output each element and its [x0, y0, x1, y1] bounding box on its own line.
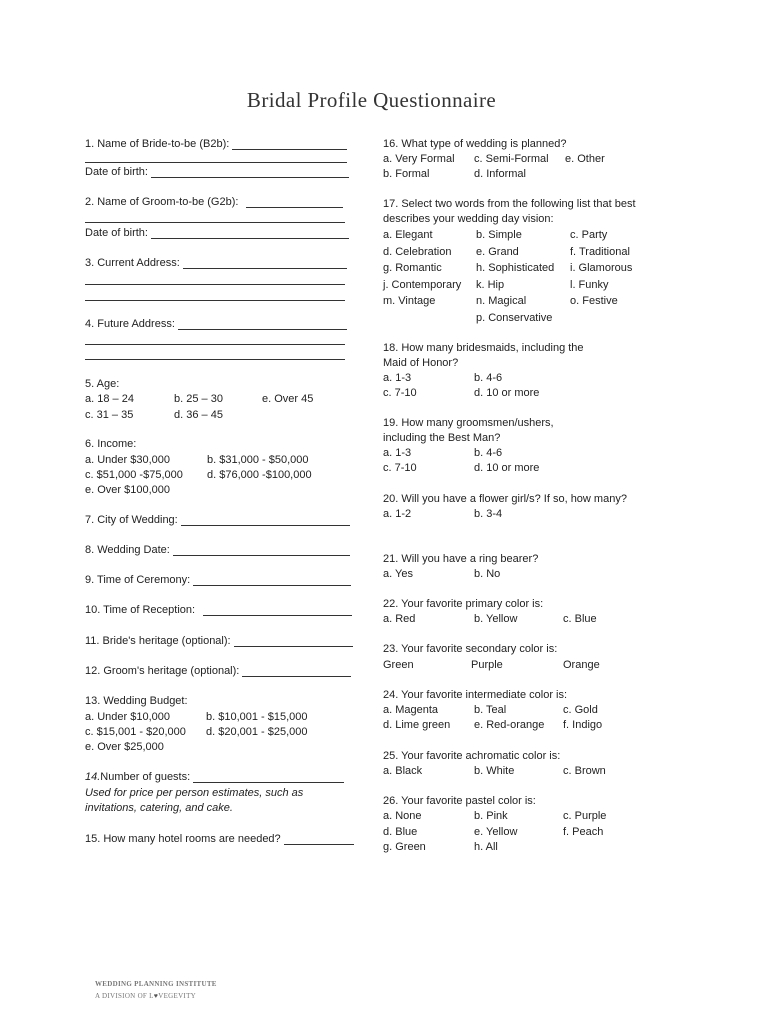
q20-option-a[interactable]: a. 1-2	[383, 508, 412, 520]
q13-option-c[interactable]: c. $15,001 - $20,000	[85, 726, 186, 738]
q24-option-d[interactable]: d. Lime green	[383, 719, 451, 731]
q13-option-e[interactable]: e. Over $25,000	[85, 741, 164, 753]
page-title: Bridal Profile Questionnaire	[246, 88, 497, 112]
q13-option-b[interactable]: b. $10,001 - $15,000	[206, 711, 308, 723]
q24-option-c[interactable]: c. Gold	[563, 704, 598, 716]
q17-option[interactable]: p. Conservative	[476, 312, 553, 324]
heart-icon: ♥	[153, 992, 159, 1000]
q26-option-a[interactable]: a. None	[383, 810, 422, 822]
bride-dob-label: Date of birth:	[85, 166, 148, 178]
q15-label: 15. How many hotel rooms are needed?	[85, 833, 281, 845]
q26-option-f[interactable]: f. Peach	[563, 826, 604, 838]
q22-label: 22. Your favorite primary color is:	[383, 598, 544, 610]
q3-label: 3. Current Address:	[85, 257, 180, 269]
q18-label-line-1: 18. How many bridesmaids, including the	[383, 342, 584, 354]
q10-field[interactable]	[203, 615, 352, 616]
footer-org-name: WEDDING PLANNING INSTITUTE	[95, 980, 217, 988]
q7-field[interactable]	[181, 525, 350, 526]
q20-label: 20. Will you have a flower girl/s? If so, how many?	[383, 493, 627, 505]
footer-division-prefix: A DIVISION OF L	[95, 992, 154, 1000]
q26-label: 26. Your favorite pastel color is:	[383, 795, 536, 807]
q25-label: 25. Your favorite achromatic color is:	[383, 750, 561, 762]
q19-label-line-1: 19. How many groomsmen/ushers,	[383, 417, 554, 429]
q3-field[interactable]	[183, 268, 347, 269]
q26-option-b[interactable]: b. Pink	[474, 810, 508, 822]
q17-option[interactable]: b. Simple	[476, 229, 522, 241]
q25-option-c[interactable]: c. Brown	[563, 765, 606, 777]
q21-option-a[interactable]: a. Yes	[383, 568, 413, 580]
q19-option-a[interactable]: a. 1-3	[383, 447, 412, 459]
q13-option-d[interactable]: d. $20,001 - $25,000	[206, 726, 308, 738]
q23-option-purple[interactable]: Purple	[471, 659, 503, 671]
q24-option-f[interactable]: f. Indigo	[563, 719, 603, 731]
q21-label: 21. Will you have a ring bearer?	[383, 553, 539, 565]
q22-option-b[interactable]: b. Yellow	[474, 613, 518, 625]
q2-label: 2. Name of Groom-to-be (G2b):	[85, 196, 239, 208]
q5-option-d[interactable]: d. 36 – 45	[174, 409, 223, 421]
q6-option-d[interactable]: d. $76,000 -$100,000	[207, 469, 312, 481]
q16-option-b[interactable]: b. Formal	[383, 168, 430, 180]
q23-option-green[interactable]: Green	[383, 659, 414, 671]
q16-option-a[interactable]: a. Very Formal	[383, 153, 455, 165]
q14-field[interactable]	[193, 782, 344, 783]
q26-option-h[interactable]: h. All	[474, 841, 498, 853]
q21-option-b[interactable]: b. No	[474, 568, 501, 580]
q3-field-line-3[interactable]	[85, 300, 345, 301]
q18-label-line-2: Maid of Honor?	[383, 357, 459, 369]
q14-label: Number of guests:	[100, 771, 191, 783]
q19-label-line-2: including the Best Man?	[383, 432, 501, 444]
q9-field[interactable]	[193, 585, 351, 586]
q18-option-c[interactable]: c. 7-10	[383, 387, 417, 399]
q12-field[interactable]	[242, 676, 351, 677]
footer-division	[95, 992, 217, 1000]
q22-option-a[interactable]: a. Red	[383, 613, 416, 625]
q23-option-orange[interactable]: Orange	[563, 659, 600, 671]
q17-option[interactable]: e. Grand	[476, 246, 519, 258]
q19-option-b[interactable]: b. 4-6	[474, 447, 503, 459]
q17-option[interactable]: i. Glamorous	[570, 262, 633, 274]
q4-field-line-3[interactable]	[85, 359, 345, 360]
q26-option-g[interactable]: g. Green	[383, 841, 426, 853]
q5-label: 5. Age:	[85, 378, 120, 390]
q18-option-b[interactable]: b. 4-6	[474, 372, 503, 384]
q19-option-c[interactable]: c. 7-10	[383, 462, 417, 474]
q6-label: 6. Income:	[85, 438, 137, 450]
footer-logo	[95, 980, 217, 1000]
q2-field-line-2[interactable]	[85, 222, 345, 223]
q6-option-c[interactable]: c. $51,000 -$75,000	[85, 469, 183, 481]
q17-option[interactable]: g. Romantic	[383, 262, 442, 274]
q25-option-a[interactable]: a. Black	[383, 765, 423, 777]
q5-option-a[interactable]: a. 18 – 24	[85, 393, 134, 405]
q25-option-b[interactable]: b. White	[474, 765, 515, 777]
q24-option-a[interactable]: a. Magenta	[383, 704, 439, 716]
q17-option[interactable]: o. Festive	[570, 295, 618, 307]
q13-option-a[interactable]: a. Under $10,000	[85, 711, 171, 723]
footer-division-suffix: VEGEVITY	[158, 992, 196, 1000]
groom-dob-field[interactable]	[151, 238, 349, 239]
q16-option-d[interactable]: d. Informal	[474, 168, 526, 180]
q1-field-line-2[interactable]	[85, 162, 347, 163]
q13-label: 13. Wedding Budget:	[85, 695, 188, 707]
q8-label: 8. Wedding Date:	[85, 544, 170, 556]
q24-label: 24. Your favorite intermediate color is:	[383, 689, 568, 701]
q5-option-c[interactable]: c. 31 – 35	[85, 409, 134, 421]
q12-label: 12. Groom's heritage (optional):	[85, 665, 240, 677]
bride-dob-field[interactable]	[151, 177, 349, 178]
q9-label: 9. Time of Ceremony:	[85, 574, 191, 586]
q17-option[interactable]: m. Vintage	[383, 295, 436, 307]
q17-option[interactable]: a. Elegant	[383, 229, 433, 241]
q14-note-line-1: Used for price per person estimates, such as	[85, 787, 304, 799]
q8-field[interactable]	[173, 555, 350, 556]
q18-option-a[interactable]: a. 1-3	[383, 372, 412, 384]
q7-label: 7. City of Wedding:	[85, 514, 178, 526]
q5-option-b[interactable]: b. 25 – 30	[174, 393, 223, 405]
q17-option[interactable]: c. Party	[570, 229, 608, 241]
q5-option-e[interactable]: e. Over 45	[262, 393, 314, 405]
q19-option-d[interactable]: d. 10 or more	[474, 462, 540, 474]
q11-label: 11. Bride's heritage (optional):	[85, 635, 231, 647]
q26-option-c[interactable]: c. Purple	[563, 810, 607, 822]
q1-field[interactable]	[232, 149, 347, 150]
q2-field[interactable]	[246, 207, 343, 208]
q17-option[interactable]: h. Sophisticated	[476, 262, 555, 274]
q17-label-line-1: 17. Select two words from the following list that best	[383, 198, 636, 210]
q17-option[interactable]: k. Hip	[476, 279, 505, 291]
q24-option-b[interactable]: b. Teal	[474, 704, 507, 716]
q4-field[interactable]	[178, 329, 347, 330]
q17-option[interactable]: d. Celebration	[383, 246, 452, 258]
q24-option-e[interactable]: e. Red-orange	[474, 719, 545, 731]
q6-option-a[interactable]: a. Under $30,000	[85, 454, 171, 466]
q17-option[interactable]: n. Magical	[476, 295, 527, 307]
q1-label: 1. Name of Bride-to-be (B2b):	[85, 138, 230, 150]
q18-option-d[interactable]: d. 10 or more	[474, 387, 540, 399]
q3-field-line-2[interactable]	[85, 284, 345, 285]
q4-field-line-2[interactable]	[85, 344, 345, 345]
q15-field[interactable]	[284, 844, 354, 845]
q26-option-d[interactable]: d. Blue	[383, 826, 418, 838]
q23-label: 23. Your favorite secondary color is:	[383, 643, 558, 655]
q20-option-b[interactable]: b. 3-4	[474, 508, 503, 520]
q17-option[interactable]: l. Funky	[570, 279, 609, 291]
q6-option-e[interactable]: e. Over $100,000	[85, 484, 171, 496]
q17-option[interactable]: f. Traditional	[570, 246, 630, 258]
q14-number: 14.	[85, 771, 101, 783]
q22-option-c[interactable]: c. Blue	[563, 613, 597, 625]
q16-label: 16. What type of wedding is planned?	[383, 138, 567, 150]
q4-label: 4. Future Address:	[85, 318, 175, 330]
groom-dob-label: Date of birth:	[85, 227, 148, 239]
q26-option-e[interactable]: e. Yellow	[474, 826, 518, 838]
q10-label: 10. Time of Reception:	[85, 604, 196, 616]
q11-field[interactable]	[234, 646, 353, 647]
q16-option-e[interactable]: e. Other	[565, 153, 605, 165]
q16-option-c[interactable]: c. Semi-Formal	[474, 153, 549, 165]
q6-option-b[interactable]: b. $31,000 - $50,000	[207, 454, 309, 466]
q17-label-line-2: describes your wedding day vision:	[383, 213, 554, 225]
q14-note-line-2: invitations, catering, and cake.	[85, 802, 233, 814]
q17-option[interactable]: j. Contemporary	[383, 279, 462, 291]
